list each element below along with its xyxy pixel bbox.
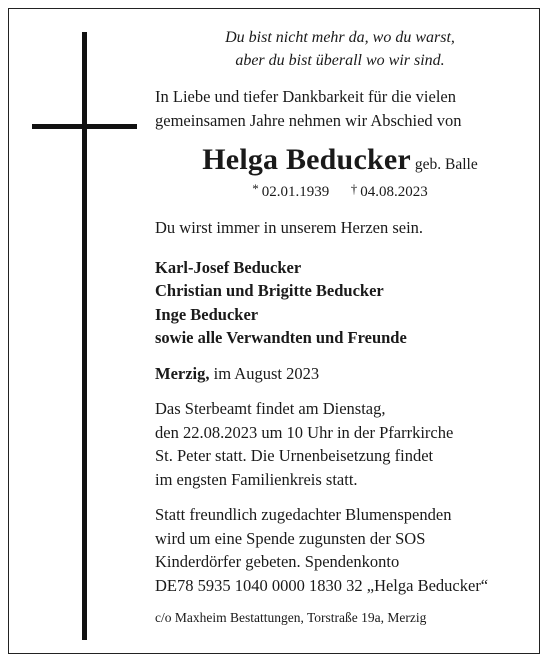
donation-info	[155, 503, 525, 597]
donation-line: Statt freundlich zugedachter Blumenspenden	[155, 505, 452, 524]
birth-symbol: *	[252, 181, 259, 196]
ceremony-line: den 22.08.2023 um 10 Uhr in der Pfarrkirche	[155, 422, 454, 442]
cross-icon-horizontal	[32, 124, 137, 129]
donation-line: DE78 5935 1040 0000 1830 32 „Helga Beducker“	[155, 575, 489, 595]
place-month: im August 2023	[209, 363, 320, 383]
motto-line: aber du bist überall wo wir sind.	[235, 52, 445, 69]
intro-text	[155, 85, 525, 132]
donation-line: wird um eine Spende zugunsten der SOS	[155, 528, 426, 548]
mourner: sowie alle Verwandten und Freunde	[155, 328, 407, 347]
place-date	[155, 362, 525, 386]
intro-line: gemeinsamen Jahre nehmen wir Abschied von	[155, 110, 462, 130]
ceremony-line: St. Peter statt. Die Urnenbeisetzung findet	[155, 446, 434, 465]
mourner: Inge Beducker	[155, 304, 259, 324]
ceremony-line: Das Sterbeamt findet am Dienstag,	[155, 399, 386, 418]
donation-line: Kinderdörfer gebeten. Spendenkonto	[155, 552, 400, 571]
ceremony-info	[155, 397, 525, 491]
mourners-list	[155, 256, 525, 350]
birth-date: 02.01.1939	[261, 184, 330, 200]
funeral-home-footer: c/o Maxheim Bestattungen, Torstraße 19a, Merzig	[155, 610, 427, 625]
motto-line: Du bist nicht mehr da, wo du warst,	[225, 29, 455, 46]
notice-content	[155, 26, 525, 627]
memorial-line: Du wirst immer in unserem Herzen sein.	[155, 218, 424, 237]
deceased-name: Helga Beducker	[202, 143, 411, 176]
deceased-name-row	[155, 143, 525, 182]
mourner: Karl-Josef Beducker	[155, 257, 302, 277]
mourner: Christian und Brigitte Beducker	[155, 281, 384, 300]
life-dates	[155, 182, 525, 202]
motto	[190, 26, 490, 72]
place-city: Merzig,	[155, 363, 210, 383]
maiden-name: geb. Balle	[414, 156, 478, 173]
intro-line: In Liebe und tiefer Dankbarkeit für die vielen	[155, 87, 456, 106]
ceremony-line: im engsten Familienkreis statt.	[155, 469, 358, 489]
death-symbol: †	[350, 181, 358, 196]
death-date: 04.08.2023	[360, 184, 428, 200]
